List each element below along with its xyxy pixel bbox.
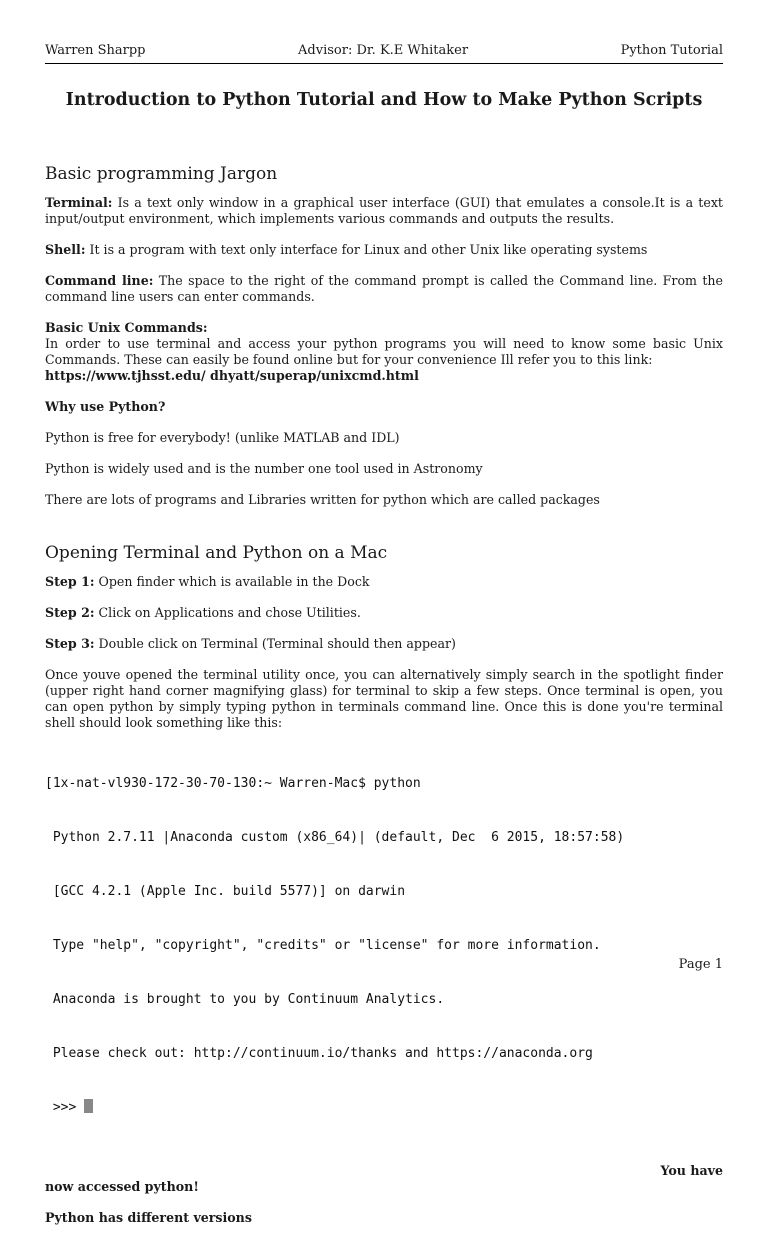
step-label: Step 2:	[45, 605, 95, 620]
running-header	[45, 43, 723, 59]
step-3	[45, 636, 723, 652]
terminal-line: [GCC 4.2.1 (Apple Inc. build 5577)] on darwin	[45, 884, 406, 899]
term-shell: Shell:	[45, 242, 86, 257]
unix-commands-heading: Basic Unix Commands:	[45, 320, 208, 335]
why-python-item: Python is widely used and is the number one tool used in Astronomy	[45, 461, 483, 476]
step-text: Open finder which is available in the Dock	[98, 574, 370, 589]
step-label: Step 3:	[45, 636, 95, 651]
section-heading-jargon: Basic programming Jargon	[45, 164, 278, 184]
header-topic: Python Tutorial	[620, 43, 723, 58]
document-title: Introduction to Python Tutorial and How to Make Python Scripts	[65, 90, 703, 110]
unix-commands-text: In order to use terminal and access your python programs you will need to know some basic Unix Commands. These can easily be found online but for your convenience Ill refer you to this link:	[45, 336, 723, 367]
step-text: Double click on Terminal (Terminal should then appear)	[98, 636, 456, 651]
terminal-line: Anaconda is brought to you by Continuum Analytics.	[45, 992, 445, 1007]
why-python-item: There are lots of programs and Libraries written for python which are called packages	[45, 492, 600, 507]
term-terminal: Terminal:	[45, 195, 113, 210]
step-text: Click on Applications and chose Utilities.	[98, 605, 361, 620]
section-heading-mac: Opening Terminal and Python on a Mac	[45, 543, 388, 563]
page-content	[45, 89, 723, 1241]
terminal-cursor-icon	[84, 1099, 93, 1113]
definition-text: It is a program with text only interface for Linux and other Unix like operating systems	[89, 242, 648, 257]
accessed-python-part2: now accessed python!	[45, 1179, 199, 1194]
header-advisor: Advisor: Dr. K.E Whitaker	[298, 43, 469, 58]
terminal-line: Please check out: http://continuum.io/thanks and https://anaconda.org	[45, 1046, 593, 1061]
why-python-heading: Why use Python?	[45, 399, 166, 414]
definition-command-line	[45, 273, 723, 305]
terminal-line: Python 2.7.11 |Anaconda custom (x86_64)| (default, Dec 6 2015, 18:57:58)	[45, 830, 625, 845]
accessed-python-text	[45, 1163, 723, 1195]
step-1	[45, 574, 723, 590]
terminal-paragraph: Once youve opened the terminal utility once, you can alternatively simply search in the spotlight finder (upper right hand corner magnifying glass) for terminal to skip a few steps. Once terminal is open, you can open python by simply typing python in terminals command line. Once this is done you're terminal shell should look something like this:	[45, 667, 723, 730]
step-2	[45, 605, 723, 621]
page-number: Page 1	[678, 957, 723, 972]
terminal-line: Type "help", "copyright", "credits" or "license" for more information.	[45, 938, 601, 953]
unix-commands-link[interactable]: https://www.tjhsst.edu/ dhyatt/superap/unixcmd.html	[45, 368, 419, 383]
terminal-prompt: >>>	[45, 1100, 85, 1115]
term-command-line: Command line:	[45, 273, 154, 288]
definition-text: Is a text only window in a graphical user interface (GUI) that emulates a console.It is a text input/output environment, which implements various commands and outputs the results.	[45, 195, 723, 226]
header-rule	[45, 63, 723, 64]
definition-terminal	[45, 195, 723, 227]
header-author: Warren Sharpp	[45, 43, 146, 58]
definition-shell	[45, 242, 723, 258]
accessed-python-part1: You have	[660, 1163, 723, 1178]
why-python-item: Python is free for everybody! (unlike MATLAB and IDL)	[45, 430, 400, 445]
versions-heading: Python has different versions	[45, 1210, 252, 1225]
definition-text: The space to the right of the command prompt is called the Command line. From the command line users can enter commands.	[45, 273, 723, 304]
step-label: Step 1:	[45, 574, 95, 589]
terminal-screenshot	[45, 739, 723, 1153]
unix-commands-block	[45, 320, 723, 384]
terminal-prompt-line	[45, 1099, 723, 1117]
terminal-line: [1x-nat-vl930-172-30-70-130:~ Warren-Mac$ python	[45, 776, 421, 791]
